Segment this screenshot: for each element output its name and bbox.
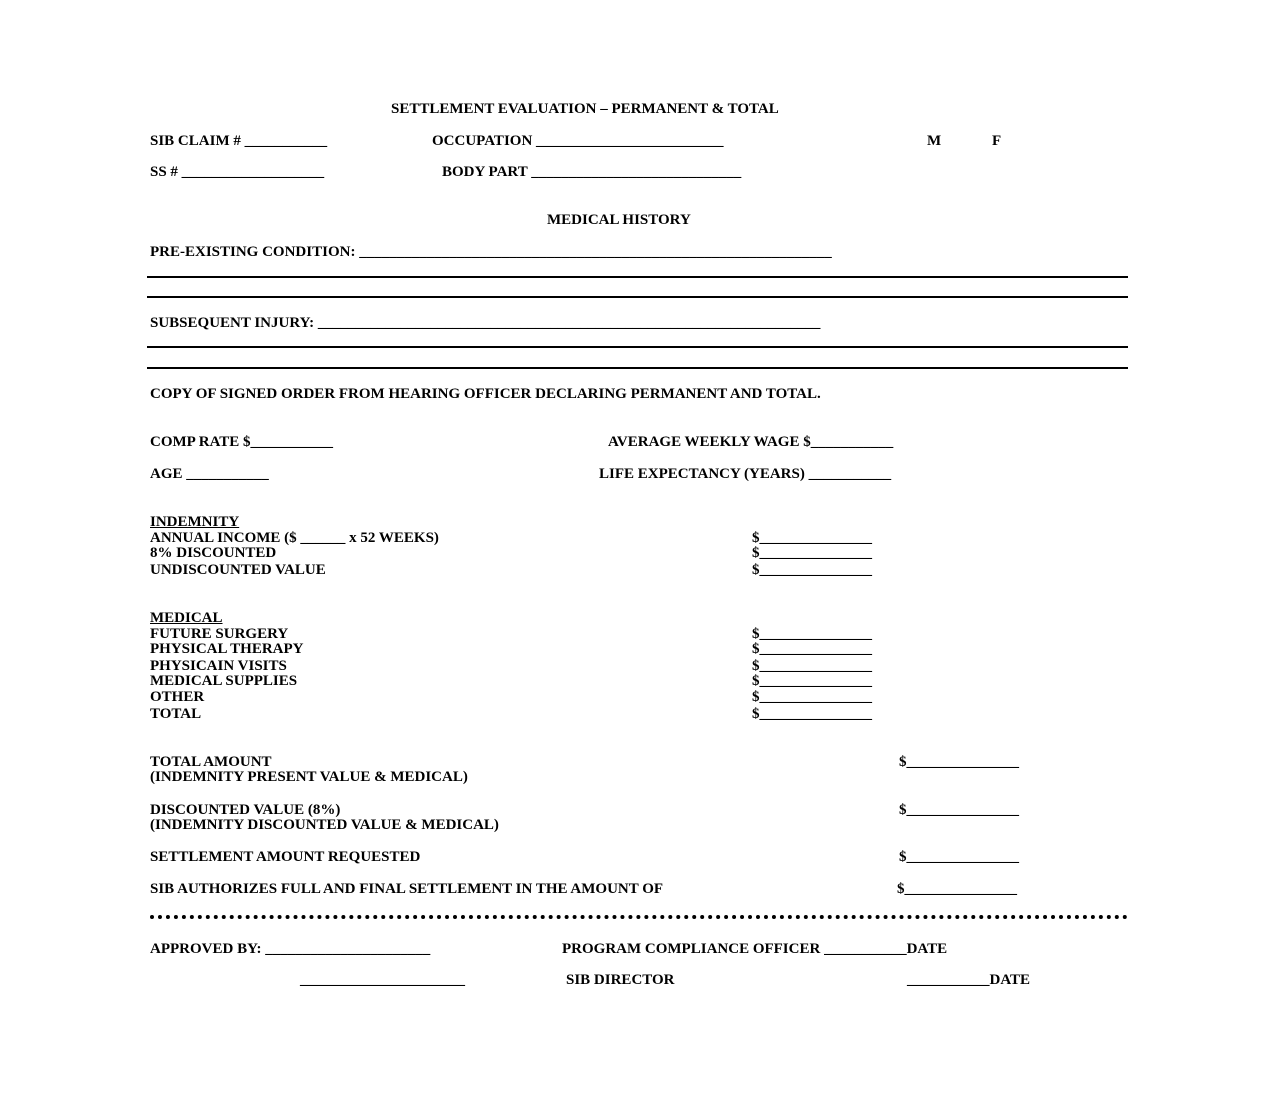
annual-income-value[interactable]: $_______________ bbox=[752, 530, 872, 546]
medical-supplies-label: MEDICAL SUPPLIES bbox=[150, 673, 298, 689]
subsequent-injury-field[interactable]: SUBSEQUENT INJURY: ___________________________________________________________________ bbox=[150, 315, 821, 331]
other-label: OTHER bbox=[150, 689, 205, 705]
life-expectancy-field[interactable]: LIFE EXPECTANCY (YEARS) ___________ bbox=[599, 466, 892, 482]
sex-male-option[interactable]: M bbox=[927, 133, 942, 149]
signed-order-note: COPY OF SIGNED ORDER FROM HEARING OFFICER DECLARING PERMANENT AND TOTAL. bbox=[150, 386, 821, 402]
physical-therapy-value[interactable]: $_______________ bbox=[752, 641, 872, 657]
compliance-officer-date-field[interactable]: PROGRAM COMPLIANCE OFFICER ___________DATE bbox=[562, 941, 948, 957]
director-date-field[interactable]: ___________DATE bbox=[907, 972, 1031, 988]
dashed-separator bbox=[150, 915, 1128, 919]
medical-supplies-value[interactable]: $_______________ bbox=[752, 673, 872, 689]
total-amount-label: TOTAL AMOUNT bbox=[150, 754, 272, 770]
physician-visits-label: PHYSICAIN VISITS bbox=[150, 658, 287, 674]
indemnity-heading: INDEMNITY bbox=[150, 514, 240, 530]
medical-history-heading: MEDICAL HISTORY bbox=[547, 212, 691, 228]
sib-claim-field[interactable]: SIB CLAIM # ___________ bbox=[150, 133, 328, 149]
sex-female-option[interactable]: F bbox=[992, 133, 1002, 149]
undiscounted-value-value[interactable]: $_______________ bbox=[752, 562, 872, 578]
discounted-8-value[interactable]: $_______________ bbox=[752, 545, 872, 561]
discounted-value-sublabel: (INDEMNITY DISCOUNTED VALUE & MEDICAL) bbox=[150, 817, 499, 833]
comp-rate-field[interactable]: COMP RATE $___________ bbox=[150, 434, 334, 450]
future-surgery-label: FUTURE SURGERY bbox=[150, 626, 289, 642]
discounted-value-value[interactable]: $_______________ bbox=[899, 802, 1019, 818]
pre-existing-line-1 bbox=[147, 276, 1128, 278]
settlement-requested-value[interactable]: $_______________ bbox=[899, 849, 1019, 865]
age-field[interactable]: AGE ___________ bbox=[150, 466, 269, 482]
physician-visits-value[interactable]: $_______________ bbox=[752, 658, 872, 674]
other-value[interactable]: $_______________ bbox=[752, 689, 872, 705]
body-part-field[interactable]: BODY PART ____________________________ bbox=[442, 164, 742, 180]
occupation-field[interactable]: OCCUPATION _________________________ bbox=[432, 133, 724, 149]
undiscounted-value-label: UNDISCOUNTED VALUE bbox=[150, 562, 326, 578]
discounted-8-label: 8% DISCOUNTED bbox=[150, 545, 277, 561]
approved-by-field[interactable]: APPROVED BY: ______________________ bbox=[150, 941, 431, 957]
ss-number-field[interactable]: SS # ___________________ bbox=[150, 164, 325, 180]
total-amount-value[interactable]: $_______________ bbox=[899, 754, 1019, 770]
subsequent-line-2 bbox=[147, 367, 1128, 369]
pre-existing-line-2 bbox=[147, 296, 1128, 298]
medical-total-value[interactable]: $_______________ bbox=[752, 706, 872, 722]
discounted-value-label: DISCOUNTED VALUE (8%) bbox=[150, 802, 341, 818]
subsequent-line-1 bbox=[147, 346, 1128, 348]
pre-existing-condition-field[interactable]: PRE-EXISTING CONDITION: _______________________________________________________________ bbox=[150, 244, 832, 260]
average-weekly-wage-field[interactable]: AVERAGE WEEKLY WAGE $___________ bbox=[608, 434, 894, 450]
physical-therapy-label: PHYSICAL THERAPY bbox=[150, 641, 304, 657]
medical-heading: MEDICAL bbox=[150, 610, 223, 626]
annual-income-label[interactable]: ANNUAL INCOME ($ ______ x 52 WEEKS) bbox=[150, 530, 439, 546]
total-amount-sublabel: (INDEMNITY PRESENT VALUE & MEDICAL) bbox=[150, 769, 468, 785]
medical-total-label: TOTAL bbox=[150, 706, 202, 722]
future-surgery-value[interactable]: $_______________ bbox=[752, 626, 872, 642]
form-title: SETTLEMENT EVALUATION – PERMANENT & TOTAL bbox=[391, 101, 779, 117]
sib-director-label: SIB DIRECTOR bbox=[566, 972, 675, 988]
sib-authorizes-value[interactable]: $_______________ bbox=[897, 881, 1017, 897]
settlement-requested-label: SETTLEMENT AMOUNT REQUESTED bbox=[150, 849, 421, 865]
sib-authorizes-label: SIB AUTHORIZES FULL AND FINAL SETTLEMENT IN THE AMOUNT OF bbox=[150, 881, 664, 897]
director-signature-field[interactable]: ______________________ bbox=[300, 972, 465, 988]
